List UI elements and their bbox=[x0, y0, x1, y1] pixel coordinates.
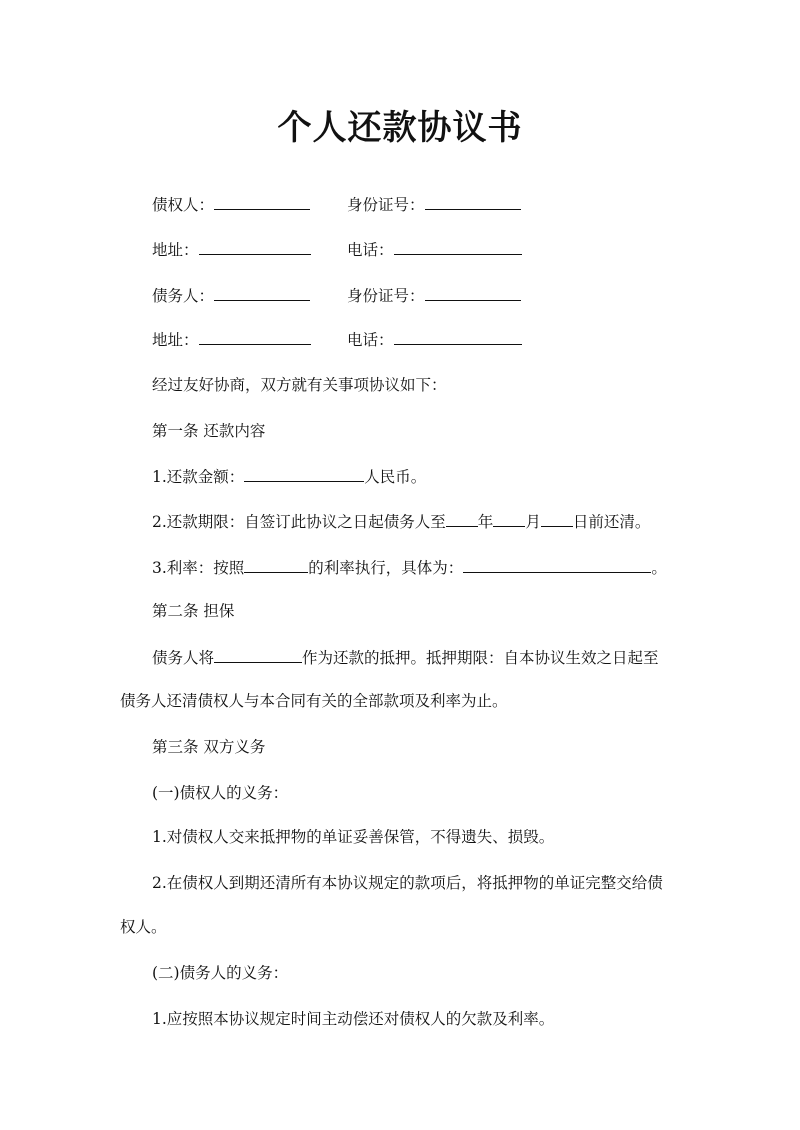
interest-detail-blank[interactable] bbox=[463, 556, 651, 573]
creditor-id-blank[interactable] bbox=[425, 193, 521, 210]
creditor-id-label: 身份证号： bbox=[347, 196, 425, 214]
debtor-address-label: 地址： bbox=[152, 331, 199, 349]
article2-heading: 第二条 担保 bbox=[152, 602, 235, 620]
article2-para-line2: 债务人还清债权人与本合同有关的全部款项及利率为止。 bbox=[120, 692, 508, 710]
creditor-blank[interactable] bbox=[214, 193, 310, 210]
deadline-day-text: 日前还清。 bbox=[572, 513, 651, 531]
creditor-label: 债权人： bbox=[152, 196, 215, 214]
repay-amount-blank[interactable] bbox=[244, 465, 364, 482]
article1-item1 bbox=[152, 465, 426, 488]
debtor-duty-1: 1.应按照本协议规定时间主动偿还对债权人的欠款及利率。 bbox=[152, 1010, 555, 1028]
debtor-phone-label: 电话： bbox=[347, 331, 394, 349]
collateral-blank[interactable] bbox=[214, 646, 302, 663]
article3-heading: 第三条 双方义务 bbox=[152, 738, 266, 756]
intro-text: 经过友好协商，双方就有关事项协议如下： bbox=[152, 376, 447, 394]
debtor-id-label: 身份证号： bbox=[347, 287, 425, 305]
creditor-phone-blank[interactable] bbox=[394, 238, 522, 255]
debtor-phone-row bbox=[347, 328, 522, 351]
creditor-phone-label: 电话： bbox=[347, 241, 394, 259]
debtor-id-blank[interactable] bbox=[425, 284, 521, 301]
creditor-duties-heading: (一)债权人的义务： bbox=[152, 784, 289, 802]
debtor-duties-heading: (二)债务人的义务： bbox=[152, 964, 289, 982]
debtor-address-row bbox=[152, 328, 311, 351]
creditor-address-label: 地址： bbox=[152, 241, 199, 259]
creditor-row bbox=[152, 193, 310, 216]
debtor-id-row bbox=[347, 284, 521, 307]
interest-label: 3.利率：按照 bbox=[152, 559, 245, 577]
interest-text: 的利率执行，具体为： bbox=[308, 559, 464, 577]
creditor-duty-2-line1: 2.在债权人到期还清所有本协议规定的款项后，将抵押物的单证完整交给债 bbox=[152, 874, 663, 892]
document-title: 个人还款协议书 bbox=[277, 108, 523, 148]
repay-amount-currency: 人民币。 bbox=[364, 468, 427, 486]
debtor-phone-blank[interactable] bbox=[394, 328, 522, 345]
creditor-duty-1: 1.对债权人交来抵押物的单证妥善保管，不得遗失、损毁。 bbox=[152, 828, 555, 846]
article1-item3 bbox=[152, 556, 667, 579]
creditor-address-row bbox=[152, 238, 311, 261]
creditor-phone-row bbox=[347, 238, 522, 261]
interest-basis-blank[interactable] bbox=[244, 556, 308, 573]
debtor-label: 债务人： bbox=[152, 287, 215, 305]
creditor-address-blank[interactable] bbox=[199, 238, 311, 255]
deadline-year-blank[interactable] bbox=[446, 510, 478, 527]
collateral-text-b: 作为还款的抵押。抵押期限：自本协议生效之日起至 bbox=[302, 649, 659, 667]
article1-heading: 第一条 还款内容 bbox=[152, 422, 266, 440]
collateral-text-a: 债务人将 bbox=[152, 649, 215, 667]
deadline-day-blank[interactable] bbox=[541, 510, 573, 527]
deadline-year-label: 年 bbox=[477, 513, 494, 531]
article1-item2 bbox=[152, 510, 650, 533]
creditor-duty-2-line2: 权人。 bbox=[120, 918, 167, 936]
debtor-address-blank[interactable] bbox=[199, 328, 311, 345]
interest-end: 。 bbox=[651, 559, 667, 577]
debtor-blank[interactable] bbox=[214, 284, 310, 301]
debtor-row bbox=[152, 284, 310, 307]
creditor-id-row bbox=[347, 193, 521, 216]
repay-amount-label: 1.还款金额： bbox=[152, 468, 245, 486]
article2-para-line1 bbox=[152, 646, 659, 669]
deadline-month-blank[interactable] bbox=[493, 510, 525, 527]
deadline-month-label: 月 bbox=[525, 513, 541, 531]
repay-deadline-label: 2.还款期限：自签订此协议之日起债务人至 bbox=[152, 513, 446, 531]
